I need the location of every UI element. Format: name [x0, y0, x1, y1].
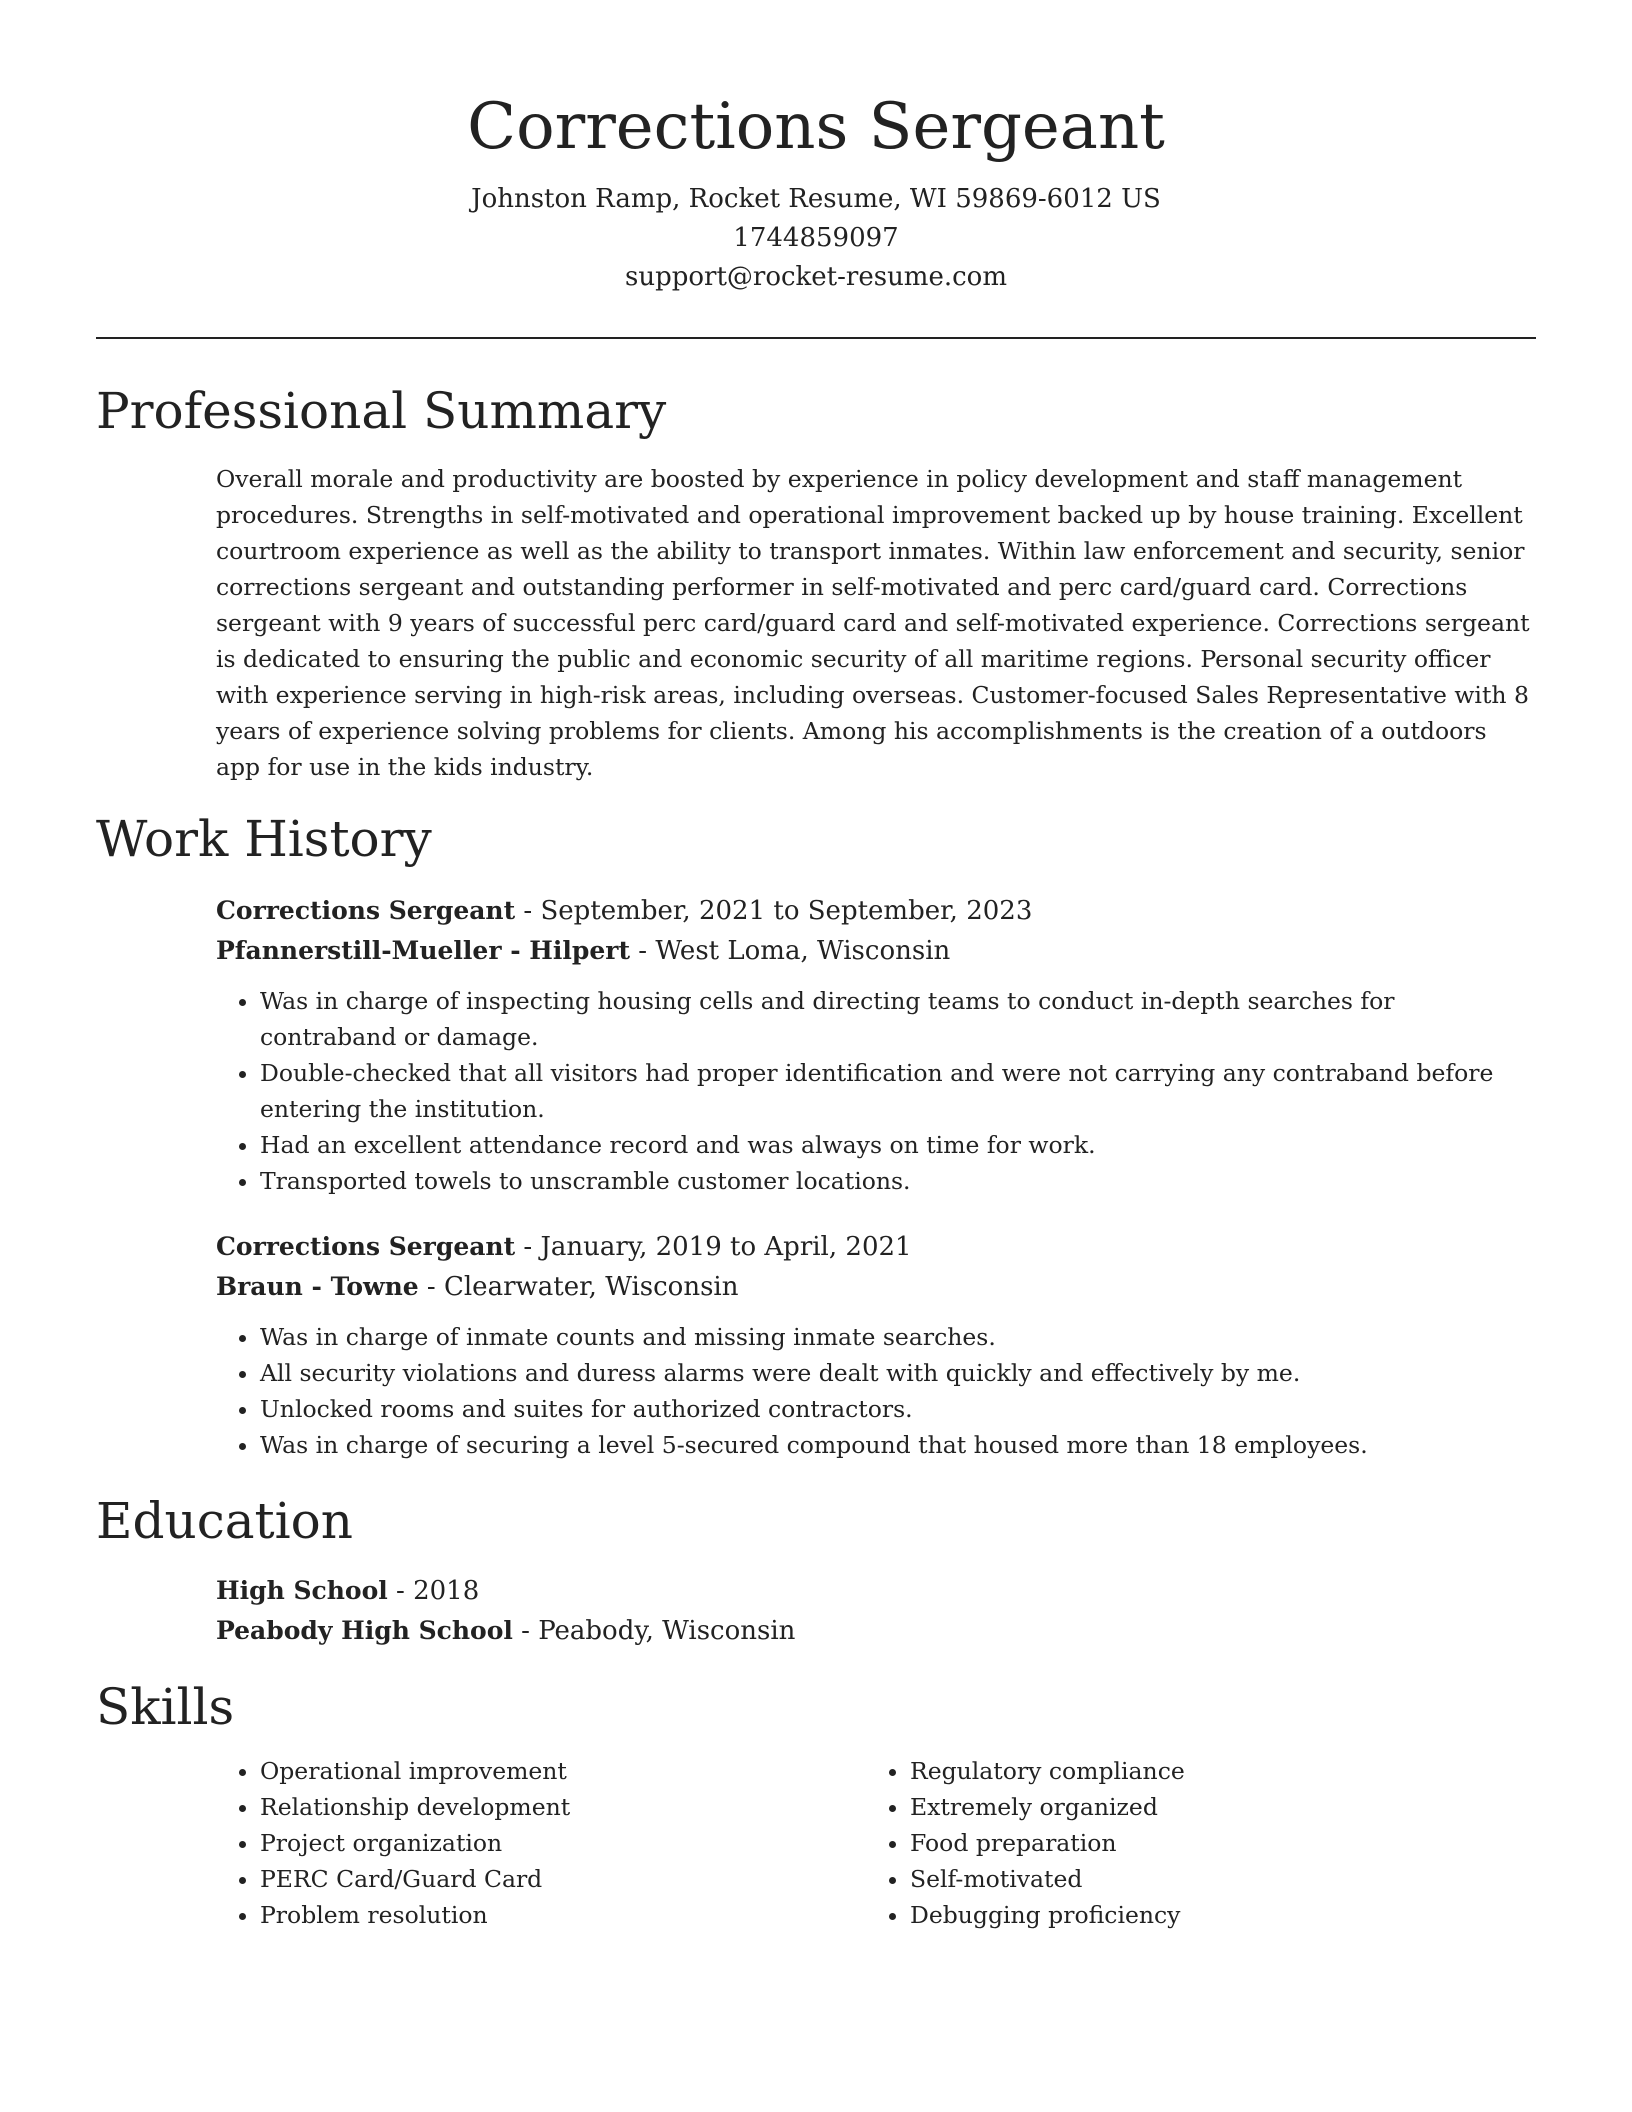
job-title-line — [216, 1227, 1536, 1267]
contact-info — [96, 180, 1536, 297]
address-text: Johnston Ramp, Rocket Resume, WI 59869-6012 US — [471, 184, 1161, 214]
skill-item: • Food preparation — [910, 1825, 1516, 1861]
job-duties — [216, 1319, 1536, 1463]
degree-name: High School — [216, 1576, 388, 1605]
duty-item: • Double-checked that all visitors had proper identification and were not carrying any contraband before entering the institution. — [260, 1055, 1536, 1127]
degree-line — [216, 1571, 1536, 1611]
skill-item: • Regulatory compliance — [910, 1753, 1516, 1789]
skill-item: • Debugging proficiency — [910, 1897, 1516, 1933]
job-dates: - September, 2021 to September, 2023 — [515, 896, 1033, 926]
education-entry — [216, 1571, 1536, 1651]
job-role: Corrections Sergeant — [216, 1232, 516, 1261]
job-location: - West Loma, Wisconsin — [630, 936, 951, 966]
candidate-name: Corrections Sergeant — [467, 90, 1165, 164]
duty-item: • Transported towels to unscramble customer locations. — [260, 1163, 1536, 1199]
school-line — [216, 1611, 1536, 1651]
skills-list — [216, 1753, 1536, 1933]
work-history-heading: Work History — [96, 810, 432, 868]
resume-page — [96, 0, 1536, 1933]
job-dates: - January, 2019 to April, 2021 — [515, 1232, 912, 1262]
job-company: Pfannerstill-Mueller - Hilpert — [216, 936, 631, 965]
job-duties — [216, 983, 1536, 1199]
duty-item: • Had an excellent attendance record and was always on time for work. — [260, 1127, 1536, 1163]
skills-column-left — [216, 1753, 866, 1933]
skill-item: • PERC Card/Guard Card — [260, 1861, 866, 1897]
skills-heading: Skills — [96, 1678, 235, 1736]
resume-header — [96, 0, 1536, 297]
job-employer-line — [216, 1267, 1536, 1307]
work-history-list — [216, 891, 1536, 1463]
job-location: - Clearwater, Wisconsin — [418, 1272, 739, 1302]
skills-column-right — [866, 1753, 1516, 1933]
duty-item: • Was in charge of inspecting housing cells and directing teams to conduct in-depth searches for contraband or damage. — [260, 983, 1536, 1055]
duty-item: • Was in charge of inmate counts and missing inmate searches. — [260, 1319, 1536, 1355]
job-entry — [216, 1227, 1536, 1463]
skill-item: • Extremely organized — [910, 1789, 1516, 1825]
job-title-line — [216, 891, 1536, 931]
education-heading: Education — [96, 1492, 353, 1550]
job-company: Braun - Towne — [216, 1272, 419, 1301]
header-divider — [96, 337, 1536, 339]
duty-item: • Unlocked rooms and suites for authorized contractors. — [260, 1391, 1536, 1427]
school-name: Peabody High School — [216, 1616, 513, 1645]
phone-text: 1744859097 — [733, 223, 899, 253]
job-entry — [216, 891, 1536, 1199]
duty-item: • Was in charge of securing a level 5-secured compound that housed more than 18 employees. — [260, 1427, 1536, 1463]
skill-item: • Problem resolution — [260, 1897, 866, 1933]
skill-item: • Project organization — [260, 1825, 866, 1861]
summary-heading: Professional Summary — [96, 382, 667, 440]
school-location: - Peabody, Wisconsin — [512, 1616, 796, 1646]
skill-item: • Self-motivated — [910, 1861, 1516, 1897]
job-employer-line — [216, 931, 1536, 971]
skill-item: • Operational improvement — [260, 1753, 866, 1789]
duty-item: • All security violations and duress alarms were dealt with quickly and effectively by me. — [260, 1355, 1536, 1391]
job-role: Corrections Sergeant — [216, 896, 516, 925]
summary-paragraph: Overall morale and productivity are boosted by experience in policy development and staff management procedures. Strengths in self-motivated and operational improvement backed up by house training. Excellent courtroom experience as well as the ability to transport inmates. Within law enforcement and security, senior corrections sergeant and outstanding performer in self-motivated and perc card/guard card. Corrections sergeant with 9 years of successful perc card/guard card and self-motivated experience. Corrections sergeant is dedicated to ensuring the public and economic security of all maritime regions. Personal security officer with experience serving in high-risk areas, including overseas. Customer-focused Sales Representative with 8 years of experience solving problems for clients. Among his accomplishments is the creation of a outdoors app for use in the kids industry. — [216, 465, 1530, 781]
skill-item: • Relationship development — [260, 1789, 866, 1825]
degree-year: - 2018 — [387, 1576, 480, 1606]
email-text: support@rocket-resume.com — [624, 262, 1007, 292]
